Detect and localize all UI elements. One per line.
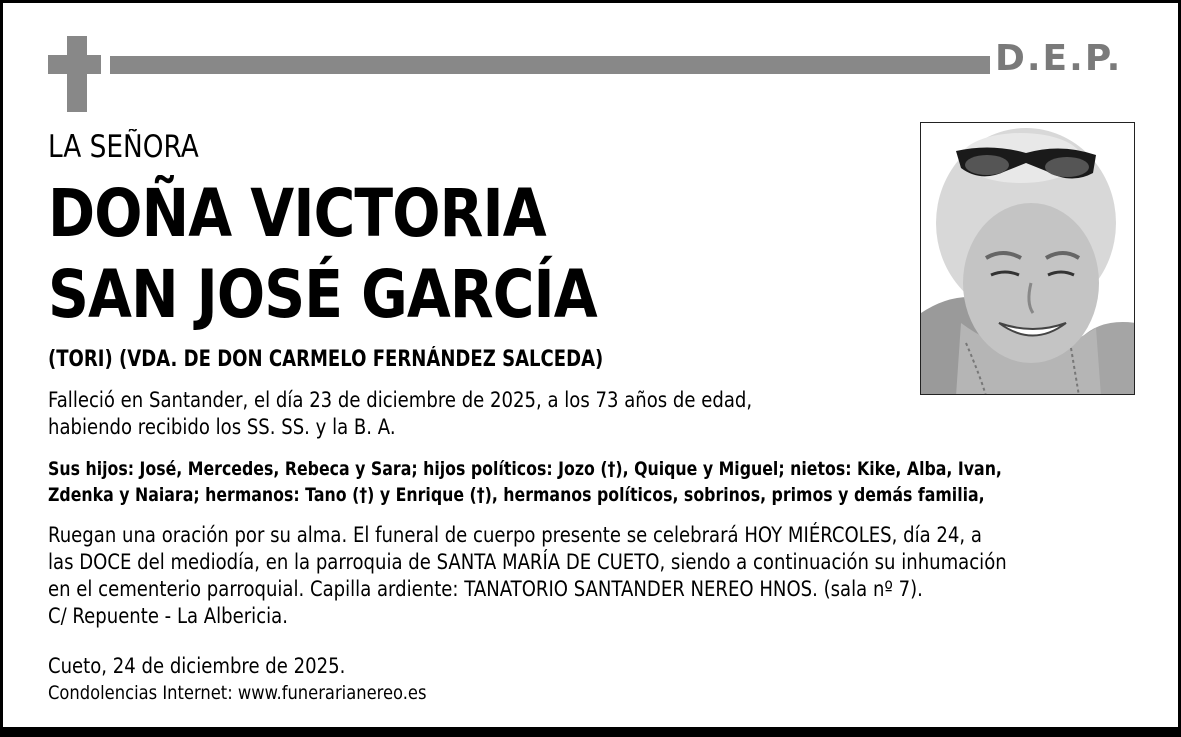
death-notice-line2: habiendo recibido los SS. SS. y la B. A. <box>48 415 396 439</box>
family-line1: Sus hijos: José, Mercedes, Rebeca y Sara; hijos políticos: Jozo (†), Quique y Miguel; nietos: Kike, Alba, Ivan, <box>48 458 1002 480</box>
condolences-link: Condolencias Internet: www.funerarianereo.es <box>48 682 427 704</box>
portrait-image <box>921 123 1135 395</box>
funeral-line1: Ruegan una oración por su alma. El funeral de cuerpo presente se celebrará HOY MIÉRCOLES, día 24, a <box>48 523 982 547</box>
family-line2: Zdenka y Naiara; hermanos: Tano (†) y Enrique (†), hermanos políticos, sobrinos, primos y demás familia, <box>48 484 985 506</box>
deceased-title: LA SEÑORA <box>48 129 199 165</box>
portrait-photo <box>920 122 1135 395</box>
deceased-name-line2: SAN JOSÉ GARCÍA <box>48 256 597 333</box>
header-rule <box>110 56 990 74</box>
deceased-name-line1: DOÑA VICTORIA <box>48 175 546 252</box>
dep-label: D.E.P. <box>995 38 1123 79</box>
place-date: Cueto, 24 de diciembre de 2025. <box>48 654 346 678</box>
funeral-line2: las DOCE del mediodía, en la parroquia de SANTA MARÍA DE CUETO, siendo a continuación su inhumación <box>48 550 1007 574</box>
cross-vertical-bar <box>67 36 87 112</box>
deceased-alias: (TORI) (VDA. DE DON CARMELO FERNÁNDEZ SALCEDA) <box>48 347 604 372</box>
funeral-line3: en el cementerio parroquial. Capilla ardiente: TANATORIO SANTANDER NEREO HNOS. (sala nº 7). <box>48 577 923 601</box>
cross-horizontal-bar <box>48 55 101 74</box>
obituary-notice <box>3 3 1178 727</box>
death-notice-line1: Falleció en Santander, el día 23 de diciembre de 2025, a los 73 años de edad, <box>48 388 753 412</box>
funeral-line4: C/ Repuente - La Albericia. <box>48 604 288 628</box>
